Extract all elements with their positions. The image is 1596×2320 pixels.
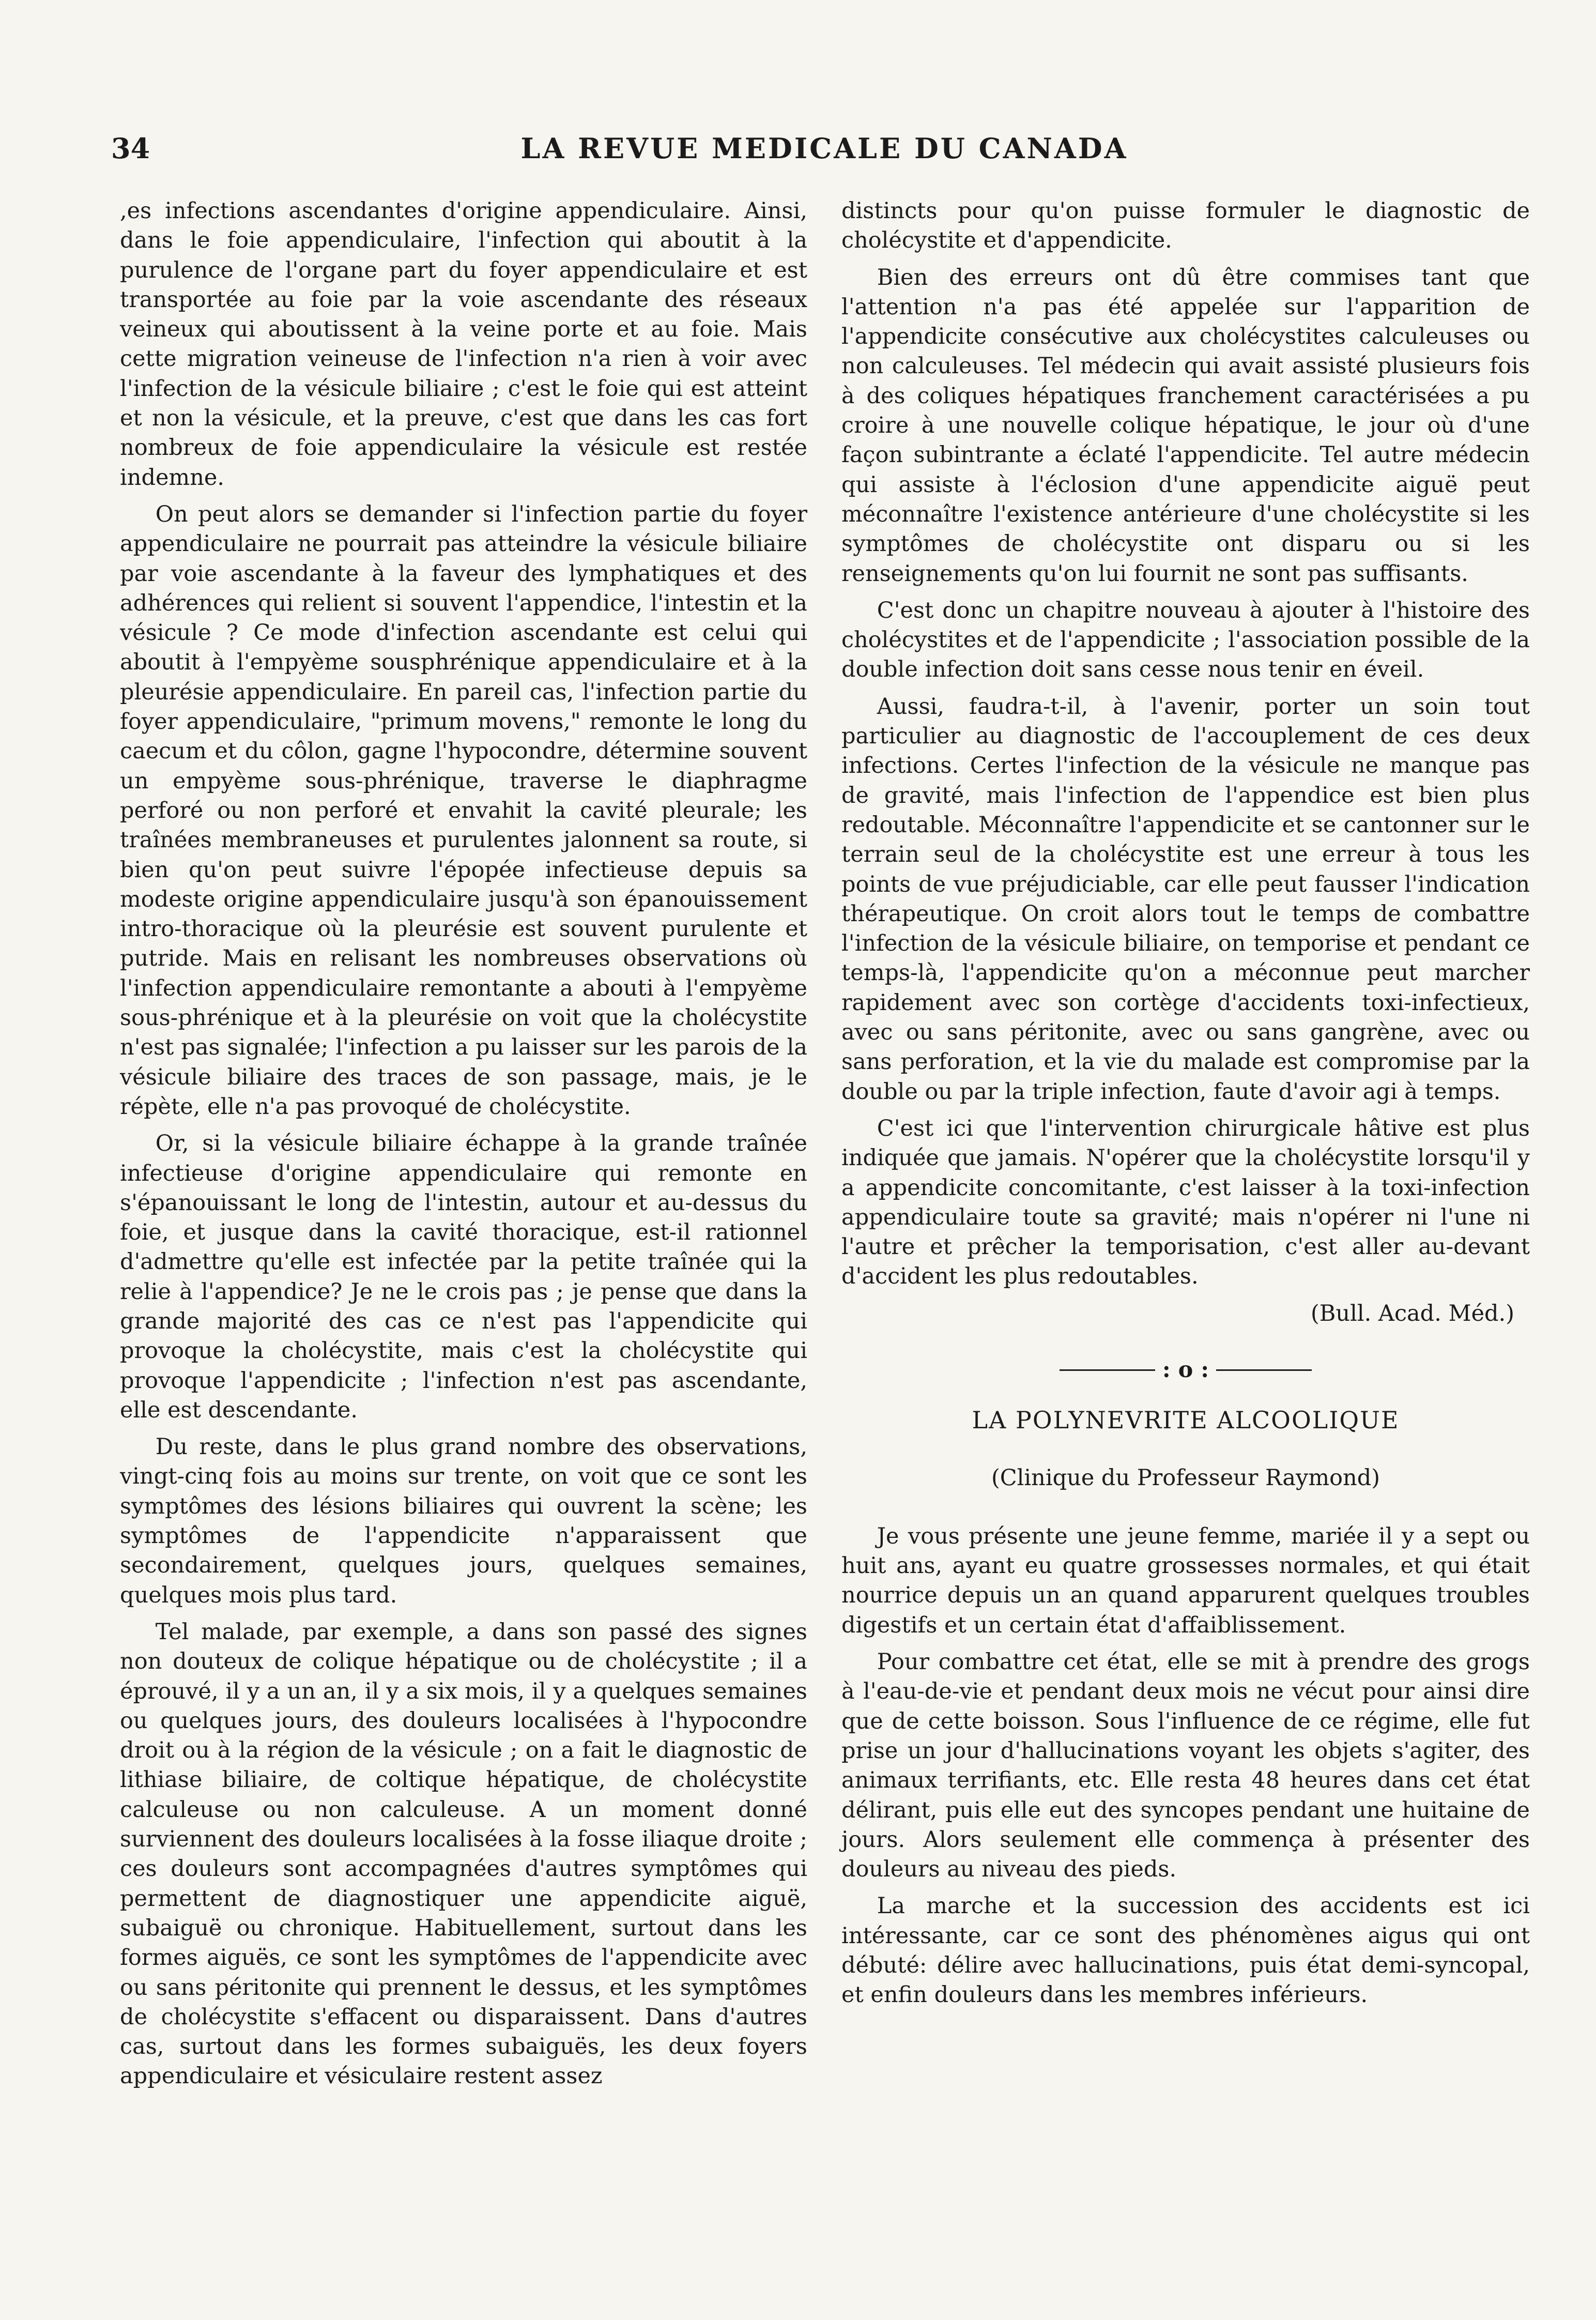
- paragraph: Or, si la vésicule biliaire échappe à la grande traînée infectieuse d'origine appendiculaire qui remonte en s'épanouissant le long de l'intestin, autour et au-dessus du foie, et jusque dans la cavité thoracique, est-il rationnel d'admettre qu'elle est infectée par la petite traînée qui la relie à l'appendice? Je ne le crois pas ; je pense que dans la grande majorité des cas ce n'est pas l'appendicite qui provoque la cholécystite, mais c'est la cholécystite qui provoque l'appendicite ; l'infection n'est pas ascendante, elle est descendante.: [120, 1131, 807, 1423]
- separator-mark: : o :: [1162, 1356, 1209, 1383]
- paragraph: Bien des erreurs ont dû être commises tant que l'attention n'a pas été appelée sur l'apparition de l'appendicite consécutive aux cholécystites calculeuses ou non calculeuses. Tel médecin qui avait assisté plusieurs fois à des coliques hépatiques franchement caractérisées a pu croire à une nouvelle colique hépatique, le jour où d'une façon subintrante a éclaté l'appendicite. Tel autre médecin qui assiste à l'éclosion d'une appendicite aiguë peut méconnaître l'existence antérieure d'une cholécystite si les symptômes de cholécystite ont disparu ou si les renseignements qu'on lui fournit ne sont pas suffisants.: [841, 264, 1530, 587]
- paragraph: Du reste, dans le plus grand nombre des observations, vingt-cinq fois au moins sur trente, on voit que ce sont les symptômes des lésions biliaires qui ouvrent la scène; les symptômes de l'appendicite n'apparaissent que secondairement, quelques jours, quelques semaines, quelques mois plus tard.: [120, 1434, 807, 1608]
- separator-line: [1216, 1369, 1312, 1371]
- paragraph: La marche et la succession des accidents est ici intéressante, car ce sont des phénomènes aigus qui ont débuté: délire avec hallucinations, puis état demi-syncopal, et enfin douleurs dans les membres inférieurs.: [841, 1893, 1530, 2008]
- paragraph: C'est donc un chapitre nouveau à ajouter à l'histoire des cholécystites et de l'appendicite ; l'association possible de la double infection doit sans cesse nous tenir en éveil.: [841, 597, 1530, 683]
- article-subtitle: (Clinique du Professeur Raymond): [991, 1464, 1380, 1491]
- section-separator: [841, 1355, 1530, 1385]
- paragraph: Pour combattre cet état, elle se mit à prendre des grogs à l'eau-de-vie et pendant deux mois ne vécut pour ainsi dire que de cette boisson. Sous l'influence de ce régime, elle fut prise un jour d'hallucinations voyant les objets s'agiter, des animaux terrifiants, etc. Elle resta 48 heures dans cet état délirant, puis elle eut des syncopes pendant une huitaine de jours. Alors seulement elle commença à présenter des douleurs au niveau des pieds.: [841, 1649, 1530, 1883]
- paragraph: Aussi, faudra-t-il, à l'avenir, porter un soin tout particulier au diagnostic de l'accouplement de ces deux infections. Certes l'infection de la vésicule ne manque pas de gravité, mais l'infection de l'appendice est bien plus redoutable. Méconnaître l'appendicite et se cantonner sur le terrain seul de la cholécystite est une erreur à tous les points de vue préjudiciable, car elle peut fausser l'indication thérapeutique. On croit alors tout le temps de combattre l'infection de la vésicule biliaire, on temporise et pendant ce temps-là, l'appendicite qu'on a méconnue peut marcher rapidement avec son cortège d'accidents toxi-infectieux, avec ou sans péritonite, avec ou sans gangrène, avec ou sans perforation, et la vie du malade est compromise par la double ou par la triple infection, faute d'avoir agi à temps.: [841, 693, 1530, 1105]
- paragraph: Tel malade, par exemple, a dans son passé des signes non douteux de colique hépatique ou de cholécystite ; il a éprouvé, il y a un an, il y a six mois, il y a quelques semaines ou quelques jours, des douleurs localisées à l'hypocondre droit ou à la région de la vésicule ; on a fait le diagnostic de lithiase biliaire, de coltique hépatique, de cholécystite calculeuse ou non calculeuse. A un moment donné surviennent des douleurs localisées à la fosse iliaque droite ; ces douleurs sont accompagnées d'autres symptômes qui permettent de diagnostiquer une appendicite aiguë, subaiguë ou chronique. Habituellement, surtout dans les formes aiguës, ce sont les symptômes de l'appendicite avec ou sans péritonite qui prennent le dessus, et les symptômes de cholécystite s'effacent ou disparaissent. Dans d'autres cas, surtout dans les formes subaiguës, les deux foyers appendiculaire et vésiculaire restent assez: [120, 1619, 807, 2089]
- right-column: [841, 196, 1530, 2018]
- page-number: 34: [111, 132, 150, 165]
- journal-title: LA REVUE MEDICALE DU CANADA: [520, 132, 1128, 165]
- paragraph: On peut alors se demander si l'infection partie du foyer appendiculaire ne pourrait pas atteindre la vésicule biliaire par voie ascendante à la faveur des lymphatiques et des adhérences qui relient si souvent l'appendice, l'intestin et la vésicule ? Ce mode d'infection ascendante est celui qui aboutit à l'empyème sousphrénique appendiculaire et à la pleurésie appendiculaire. En pareil cas, l'infection partie du foyer appendiculaire, "primum movens," remonte le long du caecum et du côlon, gagne l'hypocondre, détermine souvent un empyème sous-phrénique, traverse le diaphragme perforé ou non perforé et envahit la cavité pleurale; les traînées membraneuses et purulentes jalonnent sa route, si bien qu'on peut suivre l'épopée infectieuse depuis sa modeste origine appendiculaire jusqu'à son épanouissement intro-thoracique où la pleurésie est souvent purulente et putride. Mais en relisant les nombreuses observations où l'infection appendiculaire remontante a abouti à l'empyème sous-phrénique et à la pleurésie on voit que la cholécystite n'est pas signalée; l'infection a pu laisser sur les parois de la vésicule biliaire des traces de son passage, mais, je le répète, elle n'a pas provoqué de cholécystite.: [120, 501, 807, 1120]
- separator-line: [1060, 1369, 1155, 1371]
- paragraph: C'est ici que l'intervention chirurgicale hâtive est plus indiquée que jamais. N'opérer que la cholécystite lorsqu'il y a appendicite concomitante, c'est laisser à la toxi-infection appendiculaire toute sa gravité; mais n'opérer ni l'une ni l'autre et prêcher la temporisation, c'est aller au-devant d'accident les plus redoutables.: [841, 1115, 1530, 1290]
- paragraph: Je vous présente une jeune femme, mariée il y a sept ou huit ans, ayant eu quatre grossesses normales, et qui était nourrice depuis un an quand apparurent quelques troubles digestifs et un certain état d'affaiblissement.: [841, 1523, 1530, 1638]
- paragraph: ,es infections ascendantes d'origine appendiculaire. Ainsi, dans le foie appendiculaire, l'infection qui aboutit à la purulence de l'organe part du foyer appendiculaire et est transportée au foie par la voie ascendante des réseaux veineux qui aboutissent à la veine porte et au foie. Mais cette migration veineuse de l'infection n'a rien à voir avec l'infection de la vésicule biliaire ; c'est le foie qui est atteint et non la vésicule, et la preuve, c'est que dans les cas fort nombreux de foie appendiculaire la vésicule est restée indemne.: [120, 198, 807, 491]
- page-header: [111, 132, 1538, 168]
- article-title: LA POLYNEVRITE ALCOOLIQUE: [972, 1406, 1400, 1434]
- paragraph: distincts pour qu'on puisse formuler le diagnostic de cholécystite et d'appendicite.: [841, 198, 1530, 254]
- citation: (Bull. Acad. Méd.): [1311, 1300, 1514, 1326]
- left-column: [120, 196, 807, 2099]
